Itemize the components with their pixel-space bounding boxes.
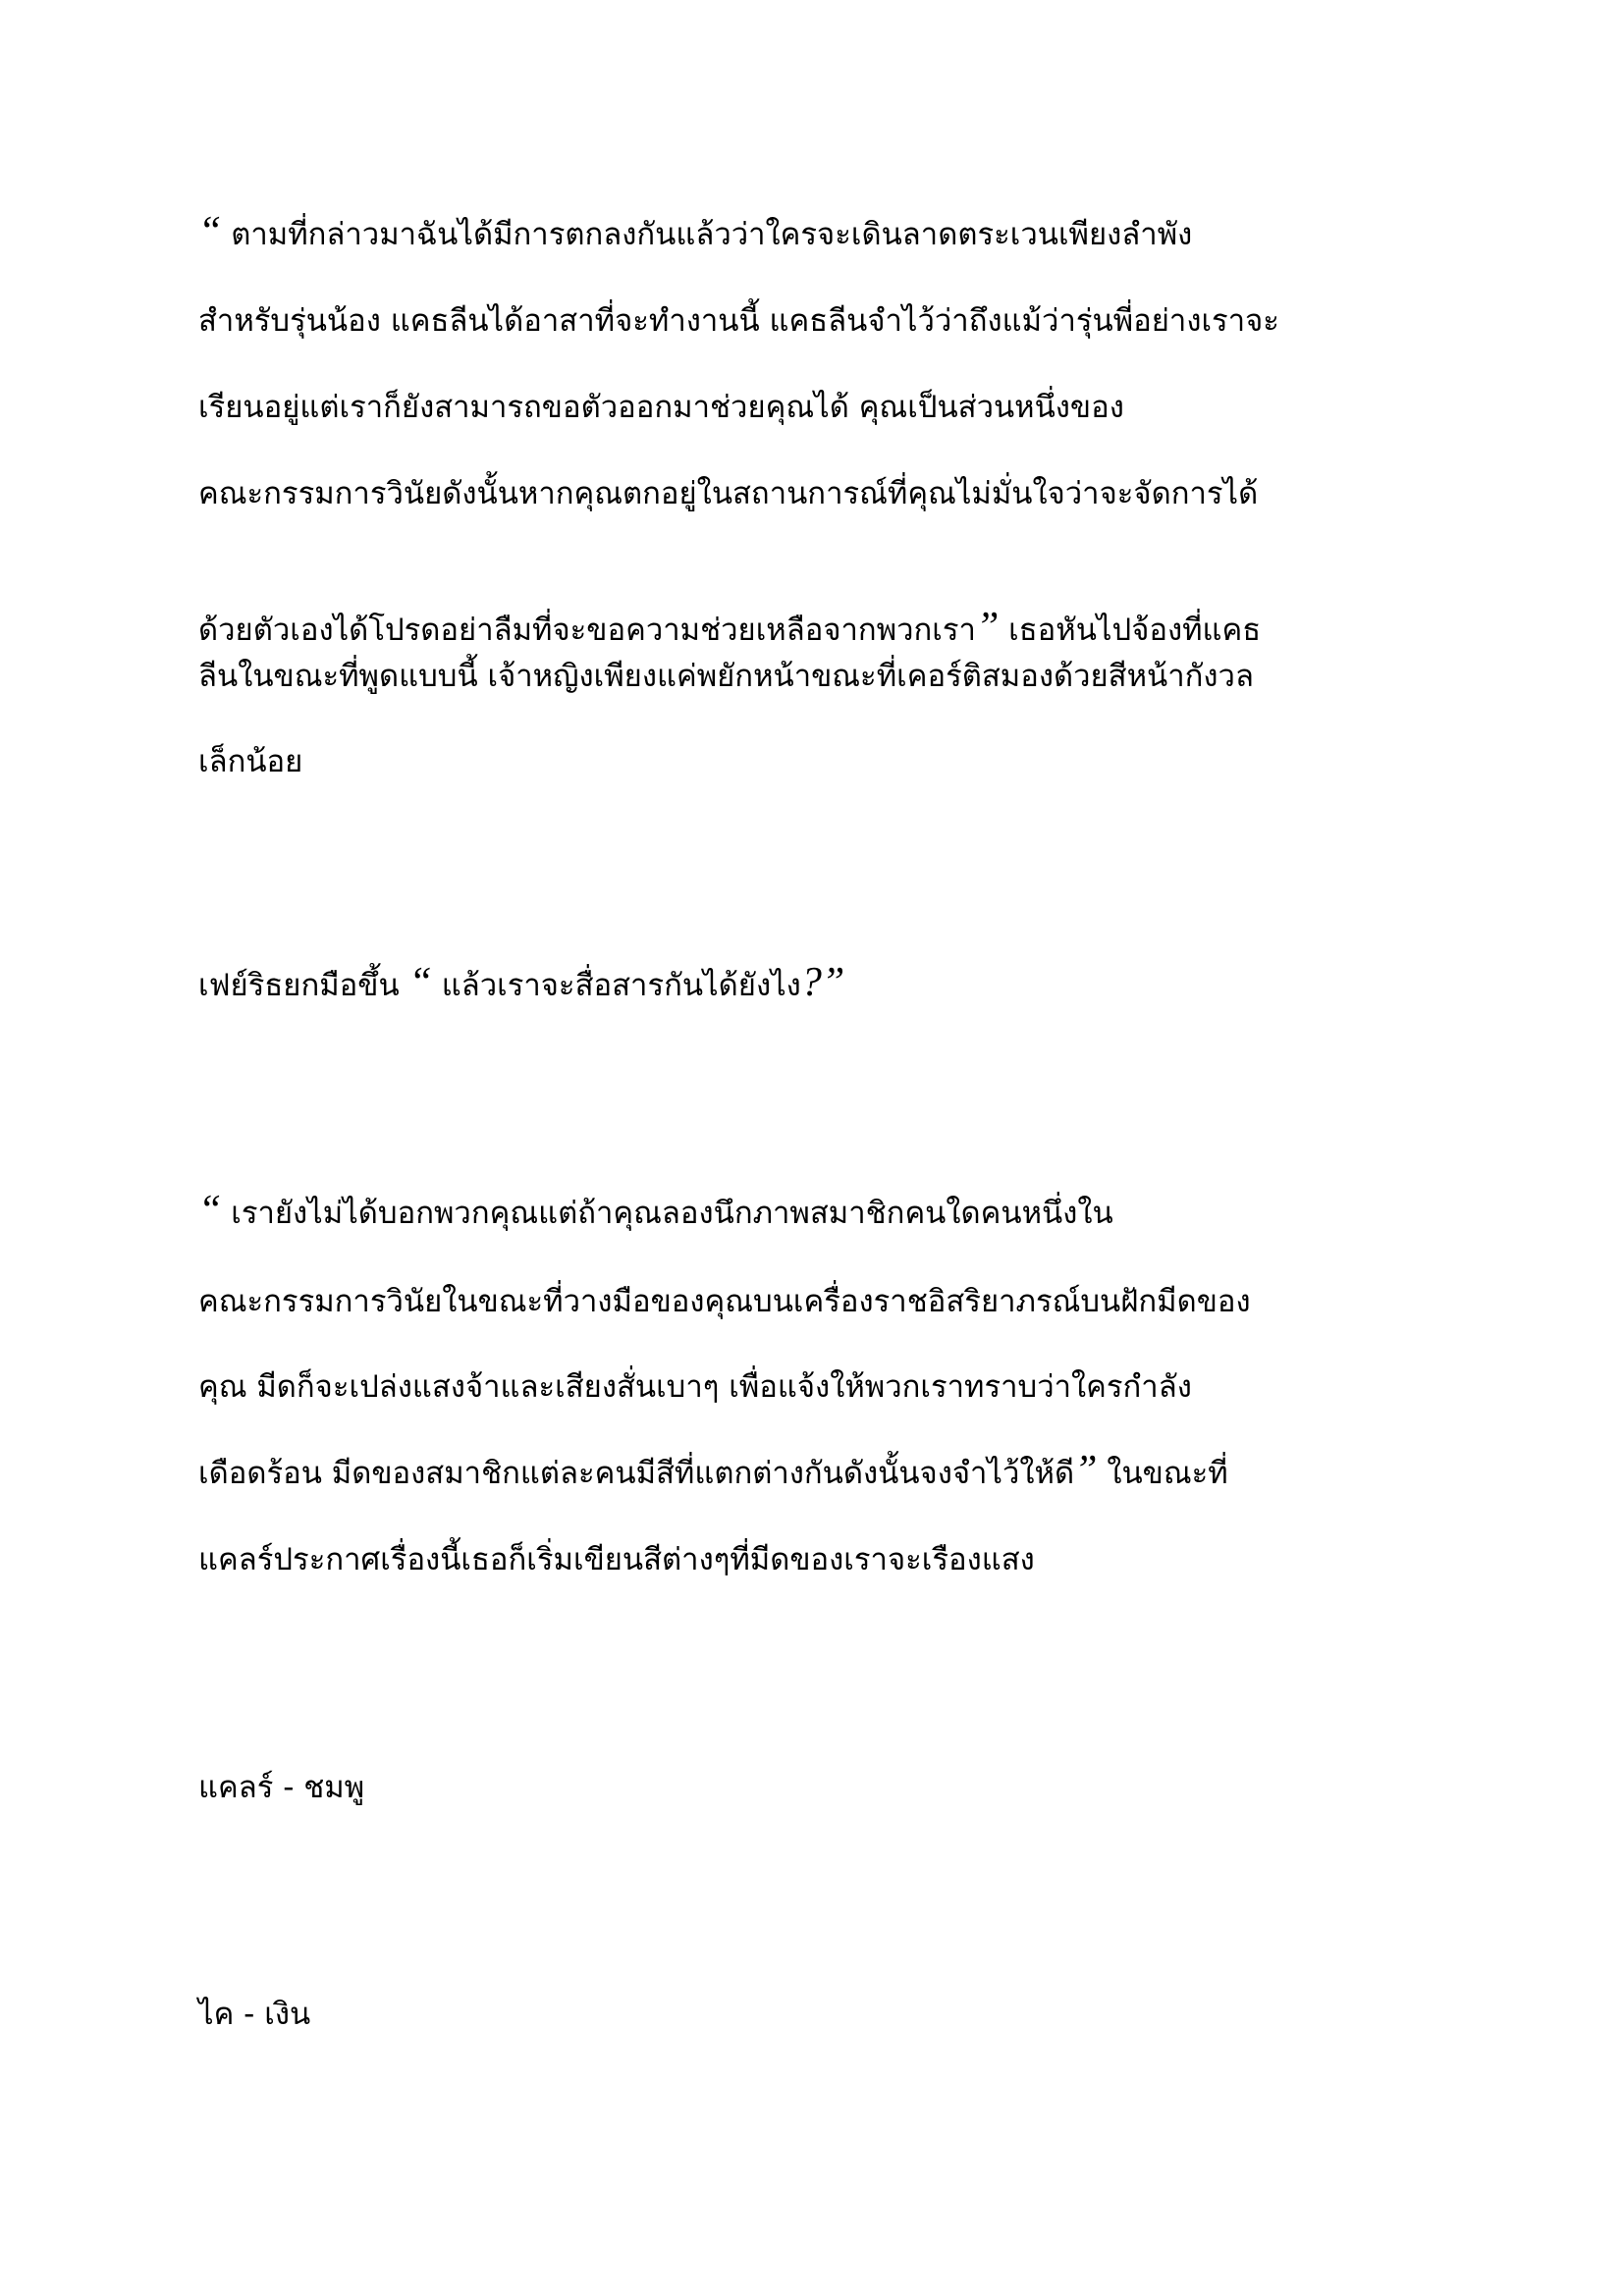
paragraph-3-line-1 (198, 1190, 1113, 1237)
text: ด้วยตัวเองได้โปรดอย่าลืมที่จะขอความช่วยเหลือจากพวกเรา (198, 613, 976, 648)
paragraph-1-line-6: ลีนในขณะที่พูดแบบนี้ เจ้าหญิงเพียงแค่พยักหน้าขณะที่เคอร์ติสมองด้วยสีหน้ากังวล (198, 659, 1254, 694)
paragraph-1-line-5 (198, 607, 1261, 654)
text: เรายังไม่ได้บอกพวกคุณแต่ถ้าคุณลองนึกภาพสมาชิกคนใดคนหนึ่งใน (231, 1196, 1113, 1231)
text: ในขณะที่ (1097, 1456, 1228, 1491)
open-quote: “ (408, 960, 432, 1005)
paragraph-3-line-4 (198, 1450, 1228, 1497)
text: เดือดร้อน มีดของสมาชิกแต่ละคนมีสีที่แตกต่างกันดังนั้นจงจำไว้ให้ดี (198, 1456, 1075, 1491)
paragraph-1-line-3: เรียนอยู่แต่เราก็ยังสามารถขอตัวออกมาช่วยคุณได้ คุณเป็นส่วนหนึ่งของ (198, 390, 1124, 425)
paragraph-3-line-2: คณะกรรมการวินัยในขณะที่วางมือของคุณบนเครื่องราชอิสริยาภรณ์บนฝักมีดของ (198, 1284, 1251, 1319)
list-item: แคลร์ - ชมพู (198, 1770, 365, 1805)
paragraph-3-line-5: แคลร์ประกาศเรื่องนี้เธอก็เริ่มเขียนสีต่างๆที่มีดของเราจะเรืองแสง (198, 1542, 1035, 1577)
paragraph-1-line-1 (198, 211, 1192, 258)
open-quote: “ (198, 1188, 222, 1233)
question-mark: ? (800, 960, 822, 1005)
list-item: ไค - เงิน (198, 1997, 311, 2032)
open-quote: “ (198, 209, 222, 254)
paragraph-3-line-3: คุณ มีดก็จะเปล่งแสงจ้าและเสียงสั่นเบาๆ เพื่อแจ้งให้พวกเราทราบว่าใครกำลัง (198, 1369, 1192, 1405)
text: เฟย์ริธยกมือขึ้น (198, 968, 409, 1003)
paragraph-1-line-4: คณะกรรมการวินัยดังนั้นหากคุณตกอยู่ในสถานการณ์ที่คุณไม่มั่นใจว่าจะจัดการได้ (198, 476, 1259, 511)
text: ตามที่กล่าวมาฉันได้มีการตกลงกันแล้วว่าใครจะเดินลาดตระเวนเพียงลำพัง (231, 217, 1193, 252)
paragraph-2-line-1 (198, 962, 844, 1009)
paragraph-1-line-7: เล็กน้อย (198, 744, 303, 779)
text: แล้วเราจะสื่อสารกันได้ยังไง (431, 968, 801, 1003)
close-quote: ” (821, 960, 845, 1005)
close-quote: ” (975, 605, 1000, 650)
text: เธอหันไปจ้องที่แคธ (999, 613, 1262, 648)
close-quote: ” (1074, 1448, 1098, 1493)
paragraph-1-line-2: สำหรับรุ่นน้อง แคธลีนได้อาสาที่จะทำงานนี้ แคธลีนจำไว้ว่าถึงแม้ว่ารุ่นพี่อย่างเราจะ (198, 303, 1279, 339)
